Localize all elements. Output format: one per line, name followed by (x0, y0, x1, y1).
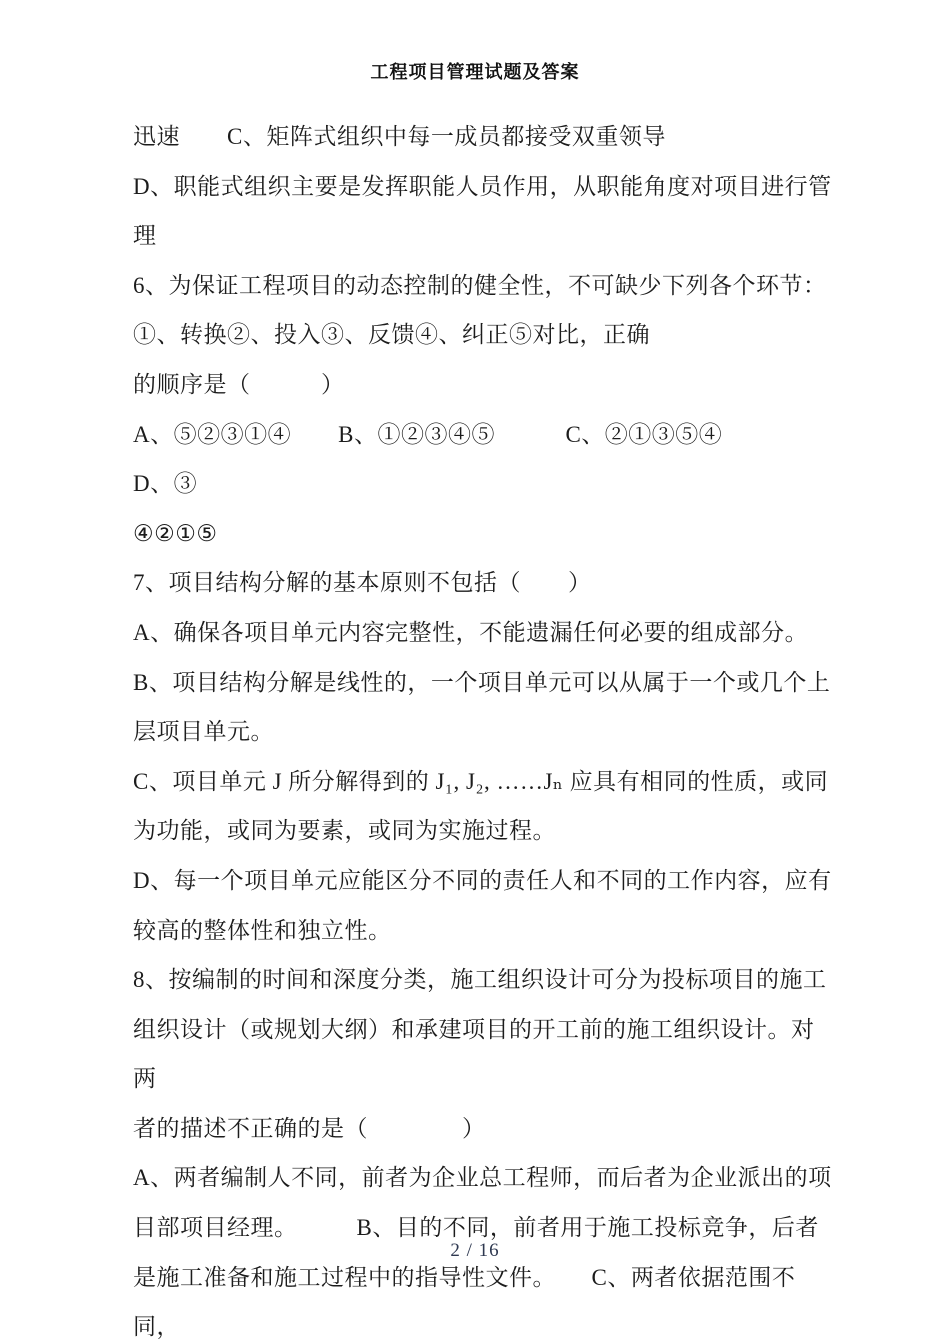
text-line: 层项目单元。 (133, 719, 274, 745)
page-number: 2 / 16 (450, 1240, 500, 1261)
text-line: 8、按编制的时间和深度分类，施工组织设计可分为投标项目的施工 (133, 967, 827, 993)
text-line: 6、为保证工程项目的动态控制的健全性，不可缺少下列各个环节： (133, 272, 827, 298)
text-line: D、职能式组织主要是发挥职能人员作用，从职能角度对项目进行管 (133, 173, 832, 199)
text-line: 目部项目经理。 B、目的不同，前者用于施工投标竞争，后者 (133, 1215, 819, 1241)
text-line: 是施工准备和施工过程中的指导性文件。 C、两者依据范围不同， (133, 1264, 796, 1340)
text-line: 迅速 C、矩阵式组织中每一成员都接受双重领导 (133, 124, 666, 149)
text-line: D、每一个项目单元应能区分不同的责任人和不同的工作内容，应有 (133, 867, 832, 893)
text-line: ①、转换②、投入③、反馈④、纠正⑤对比，正确 (133, 322, 650, 348)
text-line: 组织设计（或规划大纲）和承建项目的开工前的施工组织设计。对两 (133, 1016, 815, 1092)
text-line: A、确保各项目单元内容完整性，不能遗漏任何必要的组成部分。 (133, 619, 809, 645)
text-line: 者的描述不正确的是（ ） (133, 1115, 486, 1141)
text-line: A、⑤②③①④ B、①②③④⑤ C、②①③⑤④ D、③ (133, 421, 817, 497)
text-line: 为功能，或同为要素，或同为实施过程。 (133, 818, 556, 844)
document-title: 工程项目管理试题及答案 (370, 62, 580, 82)
text-line: B、项目结构分解是线性的，一个项目单元可以从属于一个或几个上 (133, 669, 831, 695)
text-line: C、项目单元 J 所分解得到的 J₁, J₂, ……Jₙ 应具有相同的性质，或同 (133, 768, 829, 794)
document-body (133, 112, 835, 1341)
text-line: ④②①⑤ (133, 520, 218, 546)
text-line: A、两者编制人不同，前者为企业总工程师，而后者为企业派出的项 (133, 1165, 832, 1191)
text-line: 理 (133, 223, 157, 249)
text-line: 7、项目结构分解的基本原则不包括（ ） (133, 570, 592, 596)
text-line: 较高的整体性和独立性。 (133, 917, 392, 943)
text-line: 的顺序是（ ） (133, 371, 345, 397)
